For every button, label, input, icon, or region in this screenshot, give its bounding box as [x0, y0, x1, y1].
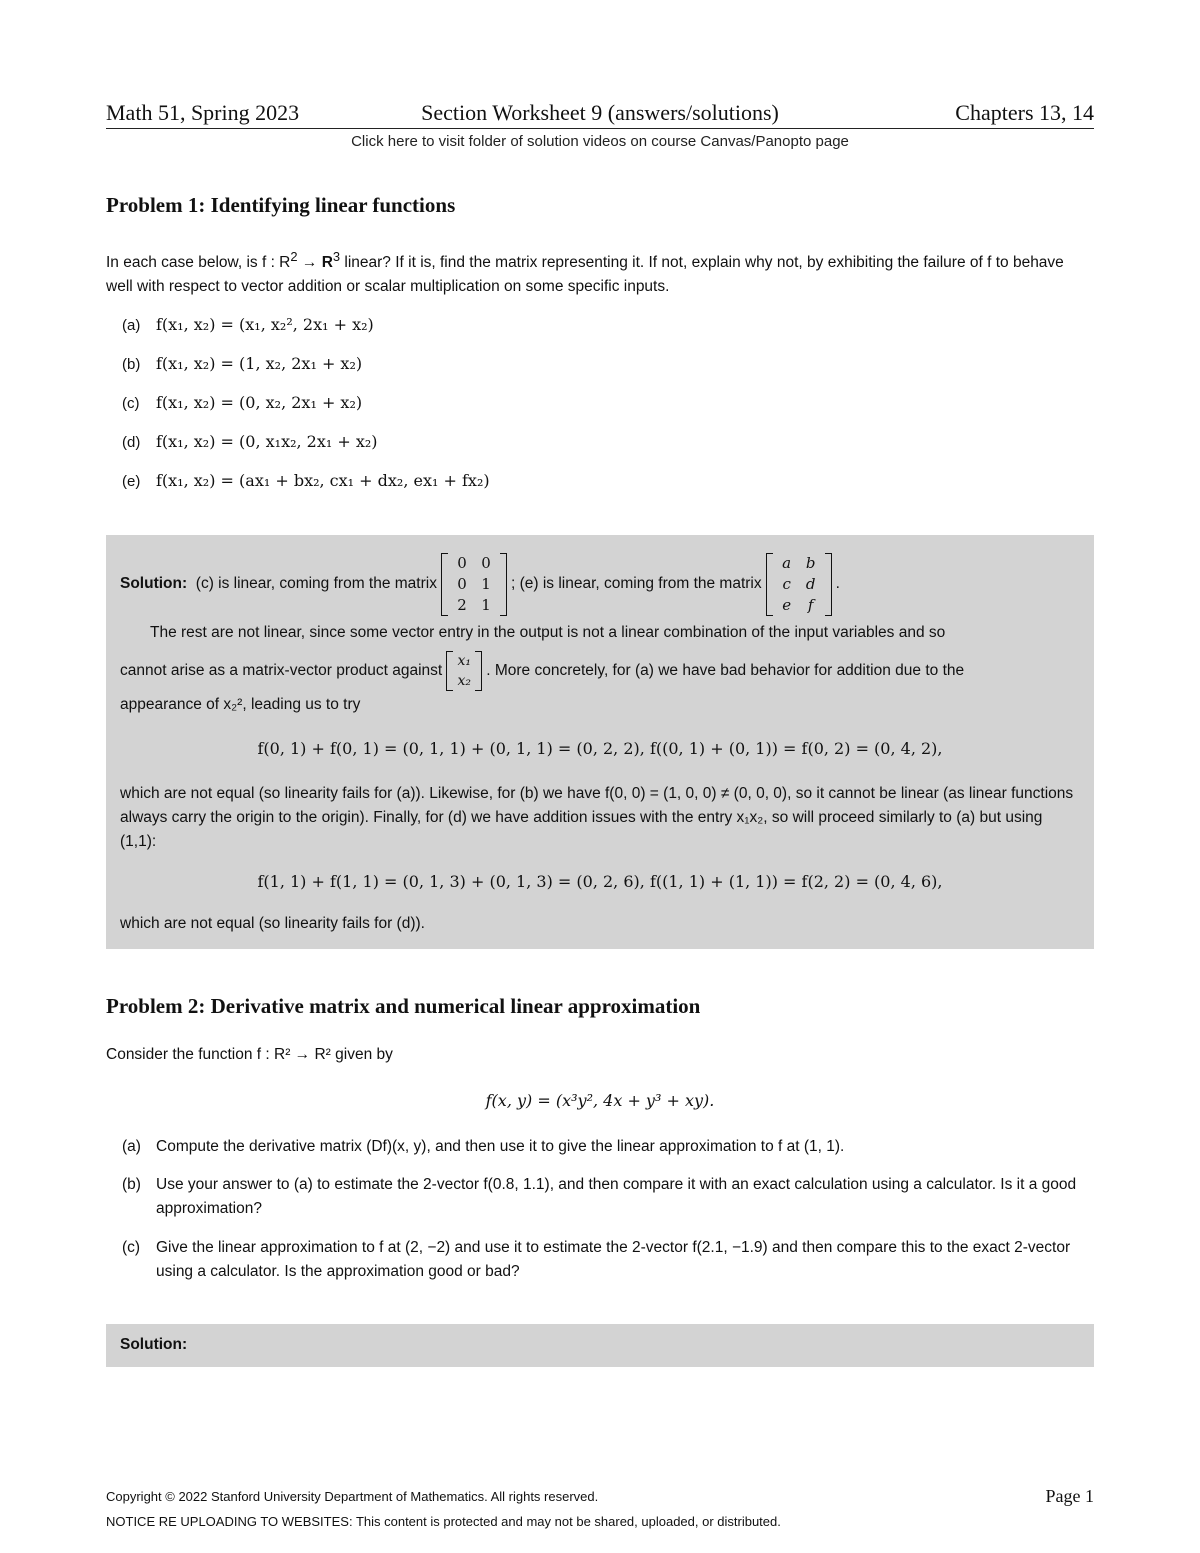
- header-title: Section Worksheet 9 (answers/solutions): [421, 100, 779, 125]
- part-expression: f(x₁, x₂) = (0, x₁x₂, 2x₁ + x₂): [156, 432, 378, 451]
- footer-notice: NOTICE RE UPLOADING TO WEBSITES: This content is protected and may not be shared, uploaded, or distributed.: [106, 1514, 781, 1529]
- solution-equation-2: f(1, 1) + f(1, 1) = (0, 1, 3) + (0, 1, 3) = (0, 2, 6), f((1, 1) + (1, 1)) = f(2, 2) = (0, 4, 6),: [257, 872, 943, 891]
- problem2-intro: Consider the function f : R² → R² given by: [106, 1046, 393, 1063]
- part-expression: f(x₁, x₂) = (1, x₂, 2x₁ + x₂): [156, 354, 363, 373]
- problem1-intro-rest: linear? If it is, find the matrix representing it. If not, explain why not, by exhibiting the failure of f to behave well with respect to vector addition or scalar multiplication on some specific inputs.: [106, 254, 1064, 296]
- footer-copyright: Copyright © 2022 Stanford University Department of Mathematics. All rights reserved.: [106, 1489, 599, 1504]
- header-course: Math 51, Spring 2023: [106, 100, 300, 125]
- matrix-e: a b c d e f: [766, 553, 832, 616]
- part-expression: f(x₁, x₂) = (x₁, x₂², 2x₁ + x₂): [156, 315, 374, 334]
- problem1-intro-start: In each case below, is f : R: [106, 254, 291, 272]
- problem2-equation: f(x, y) = (x³y², 4x + y³ + xy).: [485, 1091, 715, 1110]
- problem2-part: (c) Give the linear approximation to f at (2, −2) and use it to estimate the 2-vector f(2.1, −1.9) and then compare this to the exact 2-vector using a calculator. Is the approximation good or bad?: [122, 1239, 1071, 1280]
- solution-para-2b: cannot arise as a matrix-vector product against x₁ x₂ . More concretely, for (a) we have bad behavior for addition due to the: [120, 653, 965, 689]
- solution-para-4: which are not equal (so linearity fails for (d)).: [120, 915, 425, 932]
- header-chapters: Chapters 13, 14: [955, 100, 1094, 125]
- problem1-part: (d) f(x₁, x₂) = (0, x₁x₂, 2x₁ + x₂): [122, 432, 378, 451]
- problem2-part: (b) Use your answer to (a) to estimate the 2-vector f(0.8, 1.1), and then compare it with an exact calculation using a calculator. Is it a good approximation?: [122, 1176, 1077, 1217]
- part-expression: f(x₁, x₂) = (0, x₂, 2x₁ + x₂): [156, 393, 363, 412]
- problem1-part: (a) f(x₁, x₂) = (x₁, x₂², 2x₁ + x₂): [122, 315, 374, 334]
- matrix-c: 0 0 0 1 2 1: [441, 553, 507, 616]
- solution-videos-link[interactable]: Click here to visit folder of solution videos on course Canvas/Panopto page: [351, 133, 849, 150]
- solution-heading: Solution:: [120, 575, 188, 592]
- problem1-part: (c) f(x₁, x₂) = (0, x₂, 2x₁ + x₂): [122, 393, 363, 412]
- solution-line-1: Solution: (c) is linear, coming from the matrix 0 0 0 1 2 1 ; (e) is linear, coming from the matrix a b c d e f .: [120, 553, 840, 614]
- part-expression: f(x₁, x₂) = (ax₁ + bx₂, cx₁ + dx₂, ex₁ + fx₂): [156, 471, 490, 490]
- problem1-intro: In each case below, is f : $R^2 \to R^3$ linear? If it is, find the matrix representing it. If not, explain why not, by exhibiting the failure of f to behave well with respect to vector addition or scalar multiplication on some specific inputs.: [106, 249, 1064, 296]
- page-number: Page 1: [1045, 1486, 1094, 1506]
- problem1-part: (e) f(x₁, x₂) = (ax₁ + bx₂, cx₁ + dx₂, ex₁ + fx₂): [122, 471, 490, 490]
- solution-para-2a: The rest are not linear, since some vector entry in the output is not a linear combination of the input variables and so: [150, 624, 946, 641]
- problem1-title: Problem 1: Identifying linear functions: [106, 193, 456, 217]
- problem2-solution-box: [106, 1324, 1094, 1367]
- header-rule: [106, 128, 1094, 129]
- solution-para-2d: appearance of x₂², leading us to try: [120, 696, 361, 713]
- problem2-solution-heading: Solution:: [120, 1336, 188, 1353]
- solution-para-3: which are not equal (so linearity fails for (a)). Likewise, for (b) we have f(0, 0) = (1, 0, 0) ≠ (0, 0, 0), so it cannot be linear (as linear functions always carry the origin to the origin). Finally, for (d) we have addition issues with the entry x₁x₂, so will proceed similarly to (a) but using (1,1):: [120, 785, 1074, 850]
- solution-equation-1: f(0, 1) + f(0, 1) = (0, 1, 1) + (0, 1, 1) = (0, 2, 2), f((0, 1) + (0, 1)) = f(0, 2) = (0, 4, 2),: [257, 739, 943, 758]
- problem1-part: (b) f(x₁, x₂) = (1, x₂, 2x₁ + x₂): [122, 354, 363, 373]
- vector-x: x₁ x₂: [446, 651, 482, 691]
- problem2-title: Problem 2: Derivative matrix and numerical linear approximation: [106, 994, 701, 1018]
- problem2-part: (a) Compute the derivative matrix (Df)(x, y), and then use it to give the linear approximation to f at (1, 1).: [122, 1138, 845, 1155]
